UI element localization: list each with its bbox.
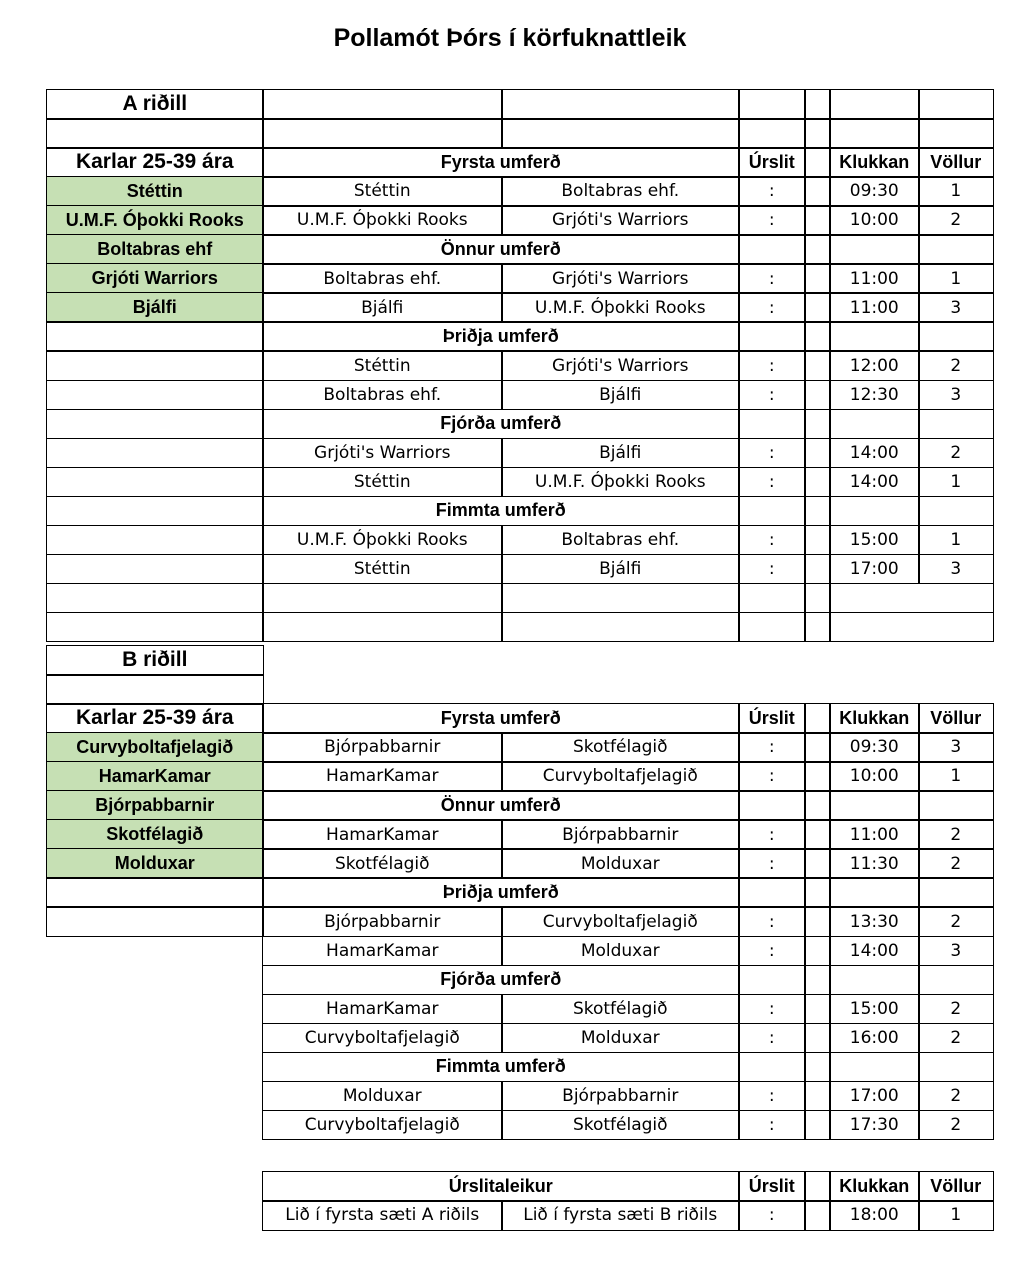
team-name: Molduxar xyxy=(46,848,264,879)
away-team: U.M.F. Óþokki Rooks xyxy=(501,292,740,323)
time-header: Klukkan xyxy=(829,1171,920,1202)
empty-cell xyxy=(829,790,920,821)
result-cell: : xyxy=(738,1081,806,1112)
spacer-cell xyxy=(804,525,831,556)
result-cell: : xyxy=(738,205,806,236)
spacer-cell xyxy=(804,321,831,352)
court-header: Völlur xyxy=(918,703,994,734)
empty-cell xyxy=(918,1052,994,1083)
empty-cell xyxy=(829,409,920,440)
away-team: Molduxar xyxy=(501,1023,740,1054)
away-team: Skotfélagið xyxy=(501,994,740,1025)
spacer-cell xyxy=(804,906,831,937)
court-cell: 3 xyxy=(918,292,994,323)
court-cell: 2 xyxy=(918,350,994,381)
time-cell: 15:00 xyxy=(829,994,920,1025)
empty-cell xyxy=(46,380,264,411)
result-header: Úrslit xyxy=(738,1171,806,1202)
away-team: Curvyboltafjelagið xyxy=(501,906,740,937)
empty-cell xyxy=(46,118,264,149)
empty-cell xyxy=(918,877,994,908)
home-team: Skotfélagið xyxy=(262,848,503,879)
home-team: Stéttin xyxy=(262,176,503,207)
court-cell: 3 xyxy=(918,936,994,967)
away-team: Curvyboltafjelagið xyxy=(501,761,740,792)
spacer-cell xyxy=(804,703,831,734)
court-cell: 1 xyxy=(918,761,994,792)
empty-cell xyxy=(918,409,994,440)
spacer-cell xyxy=(804,496,831,527)
empty-cell xyxy=(829,118,920,149)
court-cell: 2 xyxy=(918,1110,994,1141)
team-name: Bjórpabbarnir xyxy=(46,790,264,821)
home-team: Grjóti's Warriors xyxy=(262,438,503,469)
spacer-cell xyxy=(804,877,831,908)
result-cell: : xyxy=(738,1110,806,1141)
team-name: U.M.F. Óþokki Rooks xyxy=(46,205,264,236)
spacer-cell xyxy=(804,263,831,294)
spacer-cell xyxy=(804,234,831,265)
empty-cell xyxy=(46,496,264,527)
spacer-cell xyxy=(804,147,831,178)
spacer-cell xyxy=(804,292,831,323)
spacer-cell xyxy=(804,350,831,381)
court-cell: 1 xyxy=(918,525,994,556)
spacer-cell xyxy=(804,761,831,792)
empty-cell xyxy=(829,877,920,908)
empty-cell xyxy=(829,89,920,120)
empty-cell xyxy=(804,89,831,120)
away-team: Bjálfi xyxy=(501,554,740,585)
time-header: Klukkan xyxy=(829,703,920,734)
court-cell: 1 xyxy=(918,263,994,294)
result-cell: : xyxy=(738,1023,806,1054)
result-cell: : xyxy=(738,263,806,294)
court-header: Völlur xyxy=(918,1171,994,1202)
round-heading: Önnur umferð xyxy=(262,790,740,821)
court-cell: 2 xyxy=(918,1081,994,1112)
empty-cell xyxy=(738,790,806,821)
empty-cell xyxy=(738,583,806,614)
result-header: Úrslit xyxy=(738,147,806,178)
round-heading: Fjórða umferð xyxy=(262,965,740,996)
spacer-cell xyxy=(804,936,831,967)
time-cell: 17:00 xyxy=(829,1081,920,1112)
result-cell: : xyxy=(738,1200,806,1231)
empty-cell xyxy=(829,612,994,643)
empty-cell xyxy=(829,234,920,265)
result-cell: : xyxy=(738,936,806,967)
spacer-cell xyxy=(804,1200,831,1231)
home-team: Boltabras ehf. xyxy=(262,380,503,411)
spacer-cell xyxy=(804,176,831,207)
result-cell: : xyxy=(738,176,806,207)
group-label: A riðill xyxy=(46,89,264,120)
away-team: Skotfélagið xyxy=(501,732,740,763)
empty-cell xyxy=(918,790,994,821)
empty-cell xyxy=(918,321,994,352)
home-team: Lið í fyrsta sæti A riðils xyxy=(262,1200,503,1231)
spacer-cell xyxy=(804,1171,831,1202)
spacer-cell xyxy=(804,612,831,643)
home-team: HamarKamar xyxy=(262,819,503,850)
result-cell: : xyxy=(738,994,806,1025)
away-team: Bjálfi xyxy=(501,438,740,469)
team-name: Skotfélagið xyxy=(46,819,264,850)
time-cell: 17:30 xyxy=(829,1110,920,1141)
team-name: Stéttin xyxy=(46,176,264,207)
home-team: Bjórpabbarnir xyxy=(262,732,503,763)
spacer-cell xyxy=(804,848,831,879)
empty-cell xyxy=(738,321,806,352)
empty-cell xyxy=(738,612,806,643)
time-cell: 11:30 xyxy=(829,848,920,879)
time-cell: 14:00 xyxy=(829,467,920,498)
empty-cell xyxy=(738,118,806,149)
round-heading: Þriðja umferð xyxy=(262,321,740,352)
empty-cell xyxy=(501,583,740,614)
away-team: Boltabras ehf. xyxy=(501,176,740,207)
result-cell: : xyxy=(738,438,806,469)
empty-cell xyxy=(918,496,994,527)
round-heading: Önnur umferð xyxy=(262,234,740,265)
result-header: Úrslit xyxy=(738,703,806,734)
spacer-cell xyxy=(804,1052,831,1083)
home-team: HamarKamar xyxy=(262,994,503,1025)
home-team: Stéttin xyxy=(262,554,503,585)
away-team: Lið í fyrsta sæti B riðils xyxy=(501,1200,740,1231)
spacer-cell xyxy=(804,790,831,821)
round-heading: Fimmta umferð xyxy=(262,496,740,527)
team-name: Grjóti Warriors xyxy=(46,263,264,294)
category-label: Karlar 25-39 ára xyxy=(46,703,264,734)
result-cell: : xyxy=(738,761,806,792)
team-name: Bjálfi xyxy=(46,292,264,323)
home-team: Bjálfi xyxy=(262,292,503,323)
away-team: Molduxar xyxy=(501,936,740,967)
home-team: HamarKamar xyxy=(262,761,503,792)
empty-cell xyxy=(829,1052,920,1083)
empty-cell xyxy=(829,496,920,527)
result-cell: : xyxy=(738,732,806,763)
time-cell: 10:00 xyxy=(829,761,920,792)
time-cell: 11:00 xyxy=(829,263,920,294)
away-team: Grjóti's Warriors xyxy=(501,350,740,381)
final-heading: Úrslitaleikur xyxy=(262,1171,740,1202)
empty-cell xyxy=(46,906,264,937)
spacer-cell xyxy=(804,467,831,498)
empty-cell xyxy=(918,234,994,265)
result-cell: : xyxy=(738,380,806,411)
empty-cell xyxy=(46,525,264,556)
away-team: Bjálfi xyxy=(501,380,740,411)
home-team: Molduxar xyxy=(262,1081,503,1112)
empty-cell xyxy=(46,554,264,585)
spacer-cell xyxy=(804,554,831,585)
empty-cell xyxy=(804,118,831,149)
result-cell: : xyxy=(738,554,806,585)
team-name: Curvyboltafjelagið xyxy=(46,732,264,763)
away-team: Boltabras ehf. xyxy=(501,525,740,556)
time-cell: 15:00 xyxy=(829,525,920,556)
empty-cell xyxy=(829,321,920,352)
away-team: Grjóti's Warriors xyxy=(501,205,740,236)
empty-cell xyxy=(738,877,806,908)
empty-cell xyxy=(738,965,806,996)
court-header: Völlur xyxy=(918,147,994,178)
court-cell: 3 xyxy=(918,554,994,585)
home-team: Boltabras ehf. xyxy=(262,263,503,294)
time-cell: 11:00 xyxy=(829,292,920,323)
spacer-cell xyxy=(804,732,831,763)
time-cell: 09:30 xyxy=(829,176,920,207)
empty-cell xyxy=(829,583,994,614)
away-team: Bjórpabbarnir xyxy=(501,819,740,850)
home-team: Bjórpabbarnir xyxy=(262,906,503,937)
time-cell: 14:00 xyxy=(829,438,920,469)
home-team: Curvyboltafjelagið xyxy=(262,1023,503,1054)
spacer-cell xyxy=(804,1110,831,1141)
empty-cell xyxy=(46,612,264,643)
time-cell: 17:00 xyxy=(829,554,920,585)
time-cell: 13:30 xyxy=(829,906,920,937)
result-cell: : xyxy=(738,467,806,498)
home-team: Stéttin xyxy=(262,350,503,381)
away-team: Grjóti's Warriors xyxy=(501,263,740,294)
round-heading: Þriðja umferð xyxy=(262,877,740,908)
empty-cell xyxy=(738,1052,806,1083)
home-team: U.M.F. Óþokki Rooks xyxy=(262,205,503,236)
result-cell: : xyxy=(738,292,806,323)
home-team: HamarKamar xyxy=(262,936,503,967)
court-cell: 2 xyxy=(918,205,994,236)
away-team: Bjórpabbarnir xyxy=(501,1081,740,1112)
spacer-cell xyxy=(804,205,831,236)
team-name: Boltabras ehf xyxy=(46,234,264,265)
away-team: Skotfélagið xyxy=(501,1110,740,1141)
category-label: Karlar 25-39 ára xyxy=(46,147,264,178)
court-cell: 2 xyxy=(918,994,994,1025)
empty-cell xyxy=(46,467,264,498)
spacer-cell xyxy=(804,994,831,1025)
spacer-cell xyxy=(804,1081,831,1112)
court-cell: 1 xyxy=(918,176,994,207)
spacer-cell xyxy=(804,819,831,850)
round-heading: Fjórða umferð xyxy=(262,409,740,440)
empty-cell xyxy=(262,583,503,614)
result-cell: : xyxy=(738,848,806,879)
court-cell: 1 xyxy=(918,1200,994,1231)
result-cell: : xyxy=(738,906,806,937)
court-cell: 3 xyxy=(918,732,994,763)
spacer-cell xyxy=(804,380,831,411)
team-name: HamarKamar xyxy=(46,761,264,792)
spacer-cell xyxy=(804,1023,831,1054)
empty-cell xyxy=(829,965,920,996)
result-cell: : xyxy=(738,819,806,850)
result-cell: : xyxy=(738,350,806,381)
empty-cell xyxy=(46,438,264,469)
home-team: Stéttin xyxy=(262,467,503,498)
time-cell: 12:30 xyxy=(829,380,920,411)
empty-cell xyxy=(262,612,503,643)
empty-cell xyxy=(262,89,503,120)
empty-cell xyxy=(501,118,740,149)
group-label: B riðill xyxy=(46,645,264,676)
empty-cell xyxy=(46,877,264,908)
time-cell: 09:30 xyxy=(829,732,920,763)
time-cell: 14:00 xyxy=(829,936,920,967)
empty-cell xyxy=(738,409,806,440)
empty-cell xyxy=(501,612,740,643)
court-cell: 3 xyxy=(918,380,994,411)
spacer-cell xyxy=(804,409,831,440)
round-heading: Fyrsta umferð xyxy=(262,703,740,734)
empty-cell xyxy=(918,89,994,120)
result-cell: : xyxy=(738,525,806,556)
empty-cell xyxy=(46,583,264,614)
empty-cell xyxy=(46,674,264,705)
empty-cell xyxy=(501,89,740,120)
round-heading: Fimmta umferð xyxy=(262,1052,740,1083)
time-header: Klukkan xyxy=(829,147,920,178)
home-team: U.M.F. Óþokki Rooks xyxy=(262,525,503,556)
round-heading: Fyrsta umferð xyxy=(262,147,740,178)
time-cell: 11:00 xyxy=(829,819,920,850)
empty-cell xyxy=(738,89,806,120)
time-cell: 12:00 xyxy=(829,350,920,381)
court-cell: 2 xyxy=(918,906,994,937)
spacer-cell xyxy=(804,438,831,469)
empty-cell xyxy=(918,965,994,996)
time-cell: 16:00 xyxy=(829,1023,920,1054)
empty-cell xyxy=(46,350,264,381)
empty-cell xyxy=(738,496,806,527)
page-title: Pollamót Þórs í körfuknattleik xyxy=(333,24,687,52)
empty-cell xyxy=(738,234,806,265)
spacer-cell xyxy=(804,965,831,996)
court-cell: 2 xyxy=(918,819,994,850)
away-team: Molduxar xyxy=(501,848,740,879)
time-cell: 10:00 xyxy=(829,205,920,236)
court-cell: 2 xyxy=(918,438,994,469)
empty-cell xyxy=(46,321,264,352)
time-cell: 18:00 xyxy=(829,1200,920,1231)
spacer-cell xyxy=(804,583,831,614)
empty-cell xyxy=(262,118,503,149)
empty-cell xyxy=(918,118,994,149)
court-cell: 2 xyxy=(918,848,994,879)
empty-cell xyxy=(46,409,264,440)
court-cell: 2 xyxy=(918,1023,994,1054)
court-cell: 1 xyxy=(918,467,994,498)
away-team: U.M.F. Óþokki Rooks xyxy=(501,467,740,498)
home-team: Curvyboltafjelagið xyxy=(262,1110,503,1141)
